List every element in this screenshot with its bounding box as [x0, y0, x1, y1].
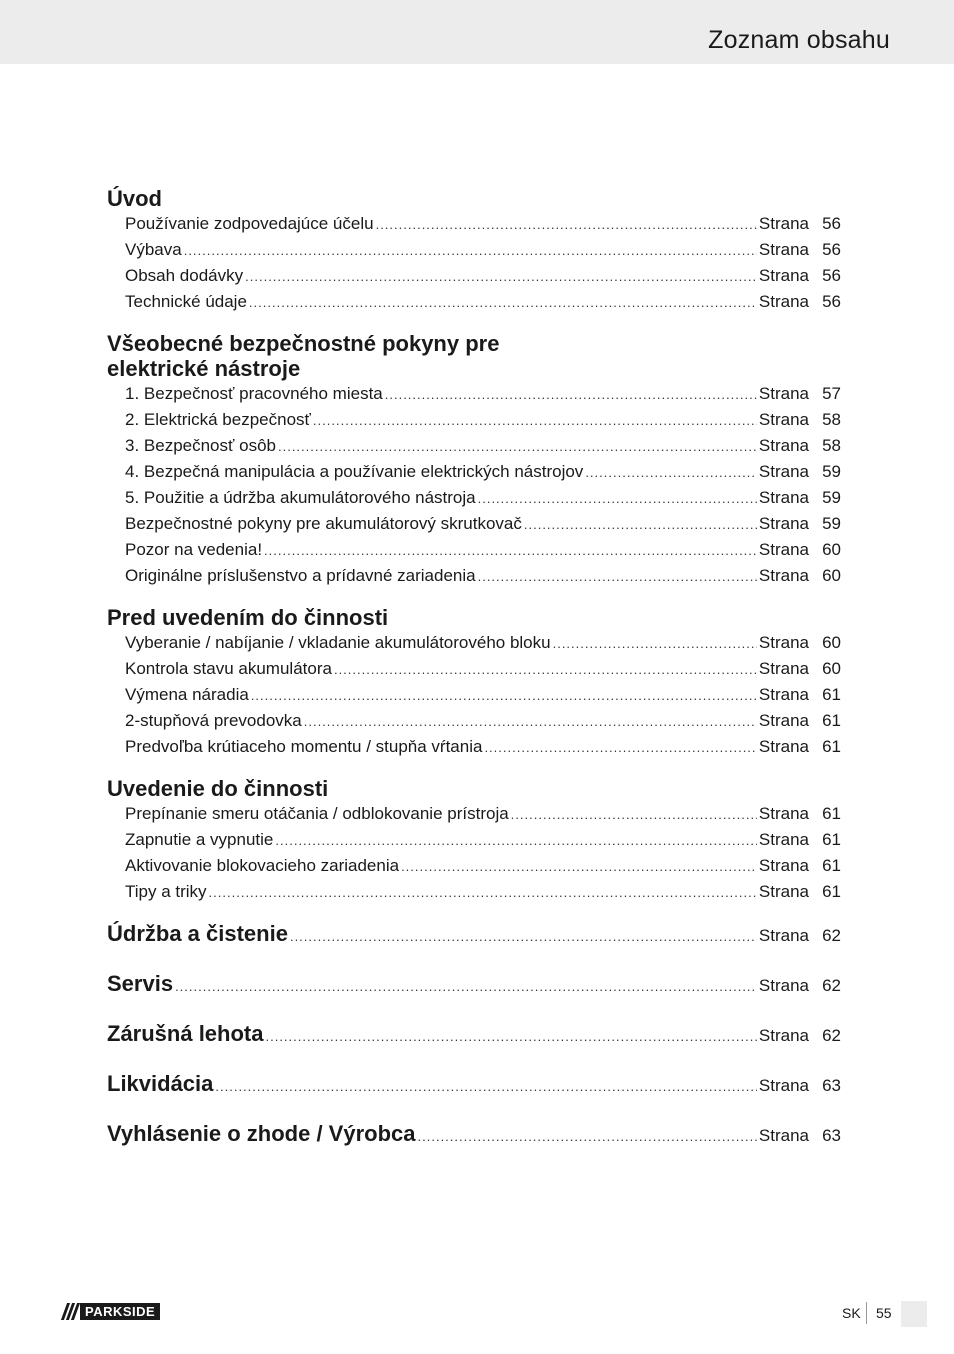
leader-dots [265, 1029, 756, 1044]
toc-entry [125, 459, 841, 485]
page-number: 61 [822, 882, 841, 901]
leader-dots [418, 1129, 757, 1144]
footer-tab-marker [901, 1301, 927, 1327]
page-prefix: Strana [758, 384, 809, 403]
leader-dots [376, 212, 757, 237]
page-number: 56 [822, 214, 841, 233]
page-number: 58 [822, 410, 841, 429]
entry-label: Bezpečnostné pokyny pre akumulátorový skrutkovač [125, 514, 522, 533]
leader-dots [245, 264, 757, 289]
toc-section [107, 776, 841, 905]
toc-section [107, 186, 841, 315]
leader-dots [478, 564, 757, 589]
toc-entry [125, 827, 841, 853]
toc-top-entry [107, 1021, 841, 1049]
page-prefix: Strana [758, 976, 809, 995]
entry-label: Tipy a triky [125, 882, 207, 901]
page-prefix: Strana [758, 1126, 809, 1145]
page-prefix: Strana [758, 410, 809, 429]
leader-dots [290, 929, 757, 944]
page-number: 56 [822, 240, 841, 259]
entry-label: Prepínanie smeru otáčania / odblokovanie prístroja [125, 804, 509, 823]
leader-dots [175, 979, 757, 994]
page-prefix: Strana [758, 659, 809, 678]
toc-top-entry [107, 1071, 841, 1099]
page-number: 61 [822, 830, 841, 849]
toc-entry [125, 734, 841, 760]
page-prefix: Strana [758, 1076, 809, 1095]
entry-label: Výbava [125, 240, 182, 259]
page-number: 60 [822, 566, 841, 585]
entry-label: Originálne príslušenstvo a prídavné zariadenia [125, 566, 476, 585]
section-heading: Pred uvedením do činnosti [107, 605, 389, 630]
entry-label: Vyberanie / nabíjanie / vkladanie akumulátorového bloku [125, 633, 551, 652]
page-prefix: Strana [758, 830, 809, 849]
page-prefix: Strana [758, 462, 809, 481]
page-prefix: Strana [758, 240, 809, 259]
page-number: 56 [822, 292, 841, 311]
toc-entry [125, 853, 841, 879]
leader-dots [585, 460, 757, 485]
leader-dots [304, 709, 757, 734]
leader-dots [209, 880, 757, 905]
leader-dots [251, 683, 757, 708]
page-prefix: Strana [758, 685, 809, 704]
toc-entry [125, 289, 841, 315]
page-number-footer: 55 [876, 1305, 892, 1321]
page-number: 57 [822, 384, 841, 403]
leader-dots [275, 828, 757, 853]
section-heading: Uvedenie do činnosti [107, 776, 329, 801]
section-heading: Úvod [107, 186, 162, 211]
leader-dots [478, 486, 757, 511]
page-number: 61 [822, 737, 841, 756]
brand-name: PARKSIDE [80, 1303, 160, 1320]
page-prefix: Strana [758, 292, 809, 311]
toc-section [107, 605, 841, 760]
entry-label: Technické údaje [125, 292, 247, 311]
toc-entry [125, 682, 841, 708]
language-code: SK [842, 1305, 861, 1321]
entry-label: 2-stupňová prevodovka [125, 711, 302, 730]
page-number: 61 [822, 711, 841, 730]
page-prefix: Strana [758, 711, 809, 730]
toc-entry [125, 511, 841, 537]
page-title: Zoznam obsahu [708, 26, 890, 54]
page-prefix: Strana [758, 1026, 809, 1045]
page-number: 61 [822, 804, 841, 823]
page-prefix: Strana [758, 737, 809, 756]
table-of-contents [107, 186, 841, 1171]
entry-label: Výmena náradia [125, 685, 249, 704]
entry-label: 5. Použitie a údržba akumulátorového nástroja [125, 488, 476, 507]
brand-logo [64, 1303, 176, 1320]
page-prefix: Strana [758, 436, 809, 455]
entry-label: Používanie zodpovedajúce účelu [125, 214, 374, 233]
page-prefix: Strana [758, 804, 809, 823]
page-prefix: Strana [758, 856, 809, 875]
page-number: 60 [822, 633, 841, 652]
toc-entry [125, 433, 841, 459]
section-heading-line2: elektrické nástroje [107, 356, 301, 381]
page-number: 60 [822, 659, 841, 678]
entry-label: Aktivovanie blokovacieho zariadenia [125, 856, 400, 875]
leader-dots [249, 290, 757, 315]
entry-label: 1. Bezpečnosť pracovného miesta [125, 384, 383, 403]
entry-label: Kontrola stavu akumulátora [125, 659, 332, 678]
page-number: 59 [822, 514, 841, 533]
page-prefix: Strana [758, 214, 809, 233]
leader-dots [184, 238, 757, 263]
toc-entry [125, 656, 841, 682]
toc-top-entry [107, 1121, 841, 1149]
section-heading: Vyhlásenie o zhode / Výrobca [107, 1121, 416, 1146]
leader-dots [484, 735, 756, 760]
entry-label: Predvoľba krútiaceho momentu / stupňa vŕtania [125, 737, 483, 756]
section-heading: Servis [107, 971, 174, 996]
toc-entry [125, 263, 841, 289]
page-prefix: Strana [758, 266, 809, 285]
leader-dots [401, 854, 757, 879]
leader-dots [524, 512, 757, 537]
toc-entry [125, 537, 841, 563]
leader-dots [215, 1079, 757, 1094]
leader-dots [385, 382, 757, 407]
page-prefix: Strana [758, 566, 809, 585]
toc-top-entry [107, 971, 841, 999]
logo-stripes-icon [64, 1303, 77, 1320]
entry-label: 4. Bezpečná manipulácia a používanie elektrických nástrojov [125, 462, 584, 481]
page-number: 59 [822, 488, 841, 507]
toc-section [107, 331, 841, 589]
toc-entry [125, 801, 841, 827]
leader-dots [313, 408, 757, 433]
page-prefix: Strana [758, 882, 809, 901]
page-number: 62 [822, 1026, 841, 1045]
toc-entry [125, 879, 841, 905]
leader-dots [511, 802, 757, 827]
page-prefix: Strana [758, 488, 809, 507]
entry-label: 2. Elektrická bezpečnosť [125, 410, 311, 429]
page-prefix: Strana [758, 633, 809, 652]
page-number: 62 [822, 976, 841, 995]
section-heading: Všeobecné bezpečnostné pokyny pre [107, 331, 500, 356]
section-heading: Zárušná lehota [107, 1021, 264, 1046]
leader-dots [334, 657, 757, 682]
page-number: 63 [822, 1076, 841, 1095]
toc-entry [125, 630, 841, 656]
toc-entry [125, 708, 841, 734]
footer-divider [866, 1302, 867, 1324]
page-prefix: Strana [758, 514, 809, 533]
toc-top-entry [107, 921, 841, 949]
entry-label: Pozor na vedenia! [125, 540, 263, 559]
leader-dots [553, 631, 757, 656]
page-number: 61 [822, 685, 841, 704]
leader-dots [278, 434, 757, 459]
toc-entry [125, 211, 841, 237]
page-prefix: Strana [758, 540, 809, 559]
entry-label: Obsah dodávky [125, 266, 244, 285]
toc-entry [125, 237, 841, 263]
toc-entry [125, 381, 841, 407]
page-number: 63 [822, 1126, 841, 1145]
page-number: 59 [822, 462, 841, 481]
page-prefix: Strana [758, 926, 809, 945]
section-heading: Likvidácia [107, 1071, 214, 1096]
toc-entry [125, 563, 841, 589]
page-number: 60 [822, 540, 841, 559]
toc-entry [125, 485, 841, 511]
leader-dots [264, 538, 757, 563]
page-number: 56 [822, 266, 841, 285]
page-number: 58 [822, 436, 841, 455]
entry-label: Zapnutie a vypnutie [125, 830, 274, 849]
section-heading: Údržba a čistenie [107, 921, 288, 946]
page-number: 62 [822, 926, 841, 945]
entry-label: 3. Bezpečnosť osôb [125, 436, 276, 455]
toc-entry [125, 407, 841, 433]
page-number: 61 [822, 856, 841, 875]
